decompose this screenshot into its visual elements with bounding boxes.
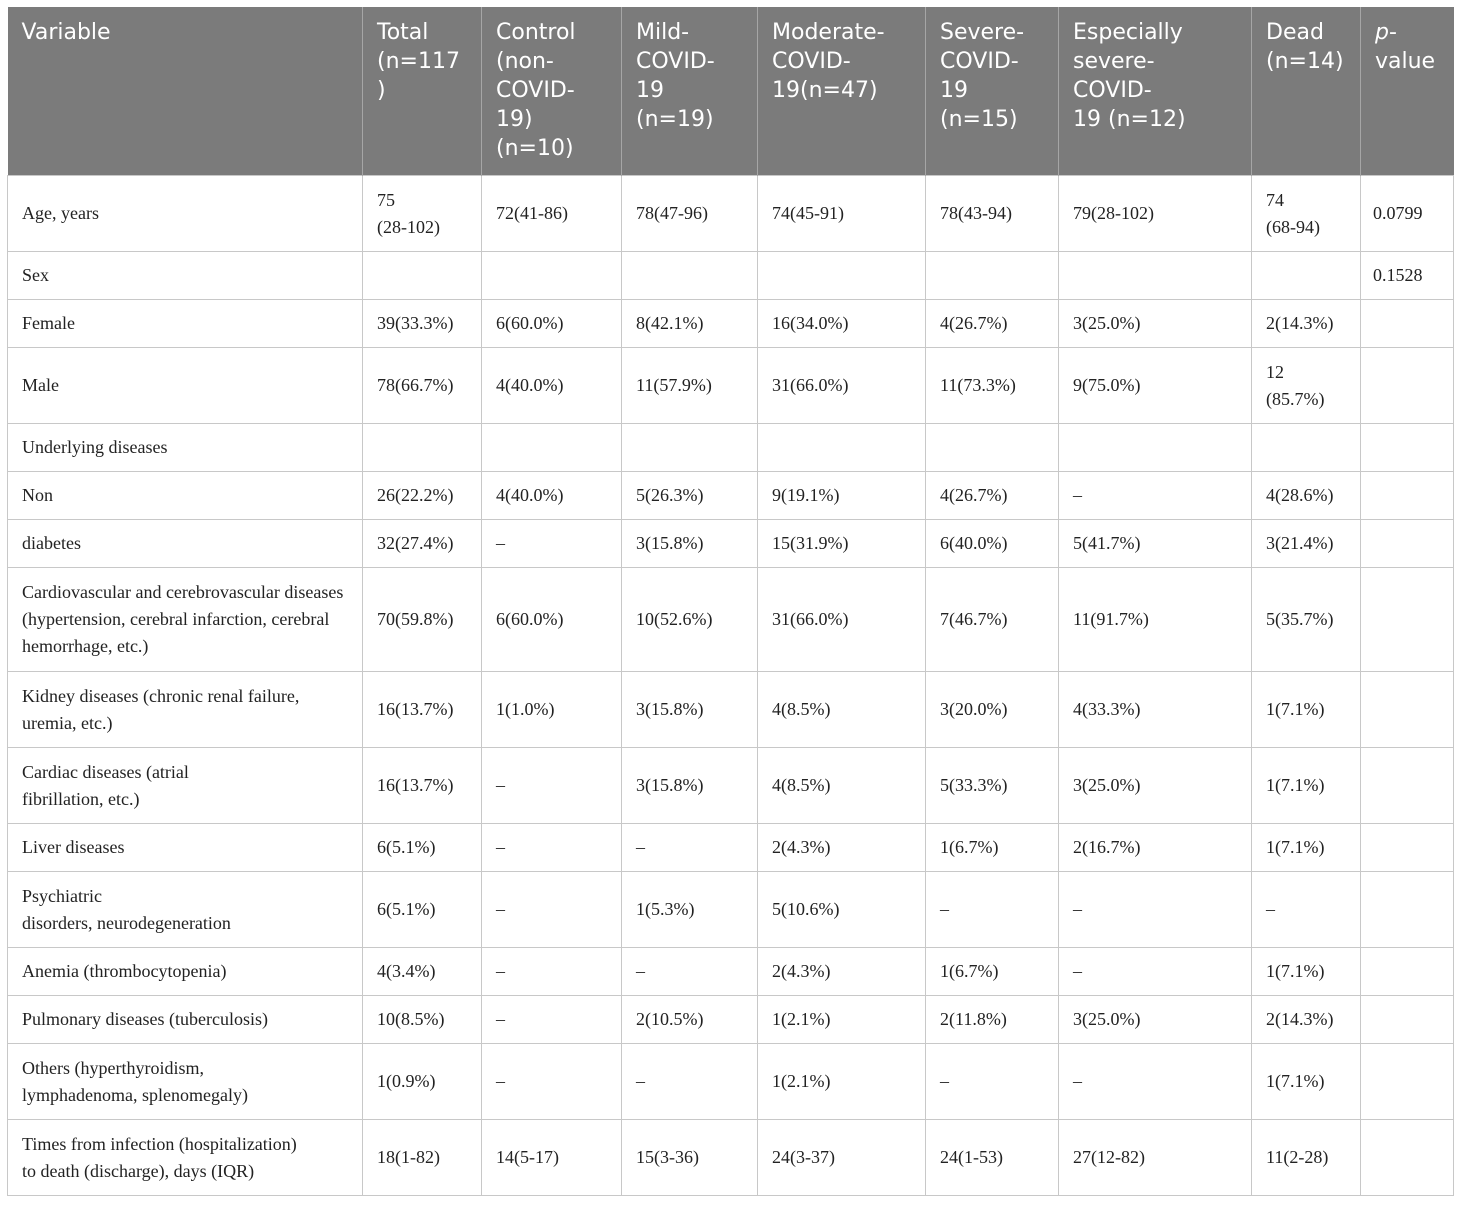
header-control: Control (non- COVID- 19) (n=10) [482, 7, 622, 176]
cell-control: 6(60.0%) [482, 300, 622, 348]
cell-variable: Kidney diseases (chronic renal failure, uremia, etc.) [8, 672, 363, 748]
cell-mild [622, 252, 758, 300]
cell-especially-severe: – [1059, 948, 1252, 996]
cell-dead: – [1252, 872, 1361, 948]
cell-severe: 2(11.8%) [926, 996, 1059, 1044]
cell-dead: 1(7.1%) [1252, 748, 1361, 824]
cell-p-value [1361, 568, 1454, 672]
cell-moderate: 2(4.3%) [758, 948, 926, 996]
cell-dead: 5(35.7%) [1252, 568, 1361, 672]
cell-p-value [1361, 672, 1454, 748]
cell-variable: Sex [8, 252, 363, 300]
cell-moderate: 31(66.0%) [758, 348, 926, 424]
cell-severe: 1(6.7%) [926, 824, 1059, 872]
cell-mild: – [622, 1044, 758, 1120]
cell-severe: 7(46.7%) [926, 568, 1059, 672]
cell-mild: 11(57.9%) [622, 348, 758, 424]
cell-variable: Age, years [8, 176, 363, 252]
table-row [8, 824, 1454, 872]
table-row [8, 176, 1454, 252]
cell-dead [1252, 424, 1361, 472]
cell-p-value: 0.1528 [1361, 252, 1454, 300]
cell-control: 1(1.0%) [482, 672, 622, 748]
cell-variable: Anemia (thrombocytopenia) [8, 948, 363, 996]
cell-total: 6(5.1%) [363, 872, 482, 948]
cell-p-value: 0.0799 [1361, 176, 1454, 252]
header-row [8, 7, 1454, 176]
table-row [8, 252, 1454, 300]
cell-moderate: 4(8.5%) [758, 672, 926, 748]
header-total: Total (n=117) [363, 7, 482, 176]
cell-severe [926, 252, 1059, 300]
cell-total: 10(8.5%) [363, 996, 482, 1044]
cell-mild: 1(5.3%) [622, 872, 758, 948]
cell-total: 70(59.8%) [363, 568, 482, 672]
table-row [8, 748, 1454, 824]
cell-mild: – [622, 948, 758, 996]
cell-p-value [1361, 748, 1454, 824]
table-row [8, 348, 1454, 424]
cell-especially-severe: 2(16.7%) [1059, 824, 1252, 872]
cell-dead: 1(7.1%) [1252, 948, 1361, 996]
cell-moderate: 31(66.0%) [758, 568, 926, 672]
cell-dead: 1(7.1%) [1252, 824, 1361, 872]
cell-dead: 12 (85.7%) [1252, 348, 1361, 424]
cell-total: 16(13.7%) [363, 748, 482, 824]
cell-dead: 2(14.3%) [1252, 996, 1361, 1044]
header-mild: Mild- COVID- 19 (n=19) [622, 7, 758, 176]
cell-severe: 11(73.3%) [926, 348, 1059, 424]
table-row [8, 948, 1454, 996]
cell-dead: 1(7.1%) [1252, 672, 1361, 748]
table-row [8, 300, 1454, 348]
cell-especially-severe [1059, 252, 1252, 300]
table-row [8, 424, 1454, 472]
cell-total: 39(33.3%) [363, 300, 482, 348]
cell-total: 6(5.1%) [363, 824, 482, 872]
cell-variable: Cardiovascular and cerebrovascular diseases (hypertension, cerebral infarction, cerebral hemorrhage, etc.) [8, 568, 363, 672]
cell-control: – [482, 748, 622, 824]
cell-dead: 74 (68-94) [1252, 176, 1361, 252]
header-severe: Severe- COVID- 19 (n=15) [926, 7, 1059, 176]
cell-control: 4(40.0%) [482, 472, 622, 520]
cell-especially-severe: 3(25.0%) [1059, 748, 1252, 824]
data-table [7, 7, 1454, 1196]
cell-control: 6(60.0%) [482, 568, 622, 672]
cell-moderate: 1(2.1%) [758, 1044, 926, 1120]
cell-moderate: 5(10.6%) [758, 872, 926, 948]
cell-severe: 1(6.7%) [926, 948, 1059, 996]
cell-variable: Others (hyperthyroidism, lymphadenoma, splenomegaly) [8, 1044, 363, 1120]
cell-moderate: 16(34.0%) [758, 300, 926, 348]
cell-p-value [1361, 300, 1454, 348]
cell-total: 4(3.4%) [363, 948, 482, 996]
cell-total: 1(0.9%) [363, 1044, 482, 1120]
cell-p-value [1361, 472, 1454, 520]
cell-mild: 2(10.5%) [622, 996, 758, 1044]
cell-severe: – [926, 1044, 1059, 1120]
cell-moderate: 1(2.1%) [758, 996, 926, 1044]
cell-especially-severe: 9(75.0%) [1059, 348, 1252, 424]
header-p-value: p- value [1361, 7, 1454, 176]
table-row [8, 520, 1454, 568]
cell-especially-severe [1059, 424, 1252, 472]
cell-severe: 4(26.7%) [926, 300, 1059, 348]
cell-control: – [482, 520, 622, 568]
cell-variable: Liver diseases [8, 824, 363, 872]
cell-especially-severe: 11(91.7%) [1059, 568, 1252, 672]
cell-mild: 15(3-36) [622, 1120, 758, 1196]
cell-variable: Times from infection (hospitalization) to death (discharge), days (IQR) [8, 1120, 363, 1196]
cell-moderate [758, 424, 926, 472]
cell-especially-severe: 79(28-102) [1059, 176, 1252, 252]
cell-variable: Non [8, 472, 363, 520]
cell-dead: 3(21.4%) [1252, 520, 1361, 568]
cell-especially-severe: – [1059, 472, 1252, 520]
cell-severe: 4(26.7%) [926, 472, 1059, 520]
cell-severe: 6(40.0%) [926, 520, 1059, 568]
cell-moderate: 9(19.1%) [758, 472, 926, 520]
header-moderate: Moderate- COVID- 19(n=47) [758, 7, 926, 176]
cell-total: 75 (28-102) [363, 176, 482, 252]
cell-mild: 10(52.6%) [622, 568, 758, 672]
cell-mild: – [622, 824, 758, 872]
cell-total: 16(13.7%) [363, 672, 482, 748]
header-variable: Variable [8, 7, 363, 176]
table-row [8, 672, 1454, 748]
cell-control: – [482, 872, 622, 948]
cell-total [363, 424, 482, 472]
cell-variable: diabetes [8, 520, 363, 568]
cell-variable: Cardiac diseases (atrial fibrillation, etc.) [8, 748, 363, 824]
table-row [8, 996, 1454, 1044]
cell-variable: Female [8, 300, 363, 348]
table-row [8, 568, 1454, 672]
cell-dead: 1(7.1%) [1252, 1044, 1361, 1120]
header-especially-severe: Especially severe- COVID- 19 (n=12) [1059, 7, 1252, 176]
cell-total [363, 252, 482, 300]
cell-total: 26(22.2%) [363, 472, 482, 520]
cell-mild: 3(15.8%) [622, 520, 758, 568]
cell-p-value [1361, 948, 1454, 996]
cell-severe: 3(20.0%) [926, 672, 1059, 748]
cell-p-value [1361, 1044, 1454, 1120]
cell-mild: 3(15.8%) [622, 672, 758, 748]
cell-mild: 78(47-96) [622, 176, 758, 252]
cell-variable: Pulmonary diseases (tuberculosis) [8, 996, 363, 1044]
cell-moderate: 24(3-37) [758, 1120, 926, 1196]
cell-control: 4(40.0%) [482, 348, 622, 424]
cell-dead [1252, 252, 1361, 300]
cell-total: 78(66.7%) [363, 348, 482, 424]
cell-control: – [482, 1044, 622, 1120]
cell-mild: 8(42.1%) [622, 300, 758, 348]
cell-control: 14(5-17) [482, 1120, 622, 1196]
cell-severe: 24(1-53) [926, 1120, 1059, 1196]
cell-especially-severe: 3(25.0%) [1059, 300, 1252, 348]
cell-especially-severe: 4(33.3%) [1059, 672, 1252, 748]
cell-severe: 78(43-94) [926, 176, 1059, 252]
cell-mild: 5(26.3%) [622, 472, 758, 520]
cell-mild: 3(15.8%) [622, 748, 758, 824]
header-dead: Dead (n=14) [1252, 7, 1361, 176]
table-row [8, 472, 1454, 520]
cell-especially-severe: 27(12-82) [1059, 1120, 1252, 1196]
cell-variable: Psychiatric disorders, neurodegeneration [8, 872, 363, 948]
cell-severe [926, 424, 1059, 472]
cell-total: 18(1-82) [363, 1120, 482, 1196]
cell-moderate: 15(31.9%) [758, 520, 926, 568]
cell-mild [622, 424, 758, 472]
cell-total: 32(27.4%) [363, 520, 482, 568]
cell-especially-severe: – [1059, 1044, 1252, 1120]
cell-p-value [1361, 824, 1454, 872]
cell-p-value [1361, 872, 1454, 948]
cell-p-value [1361, 424, 1454, 472]
cell-variable: Underlying diseases [8, 424, 363, 472]
cell-especially-severe: 3(25.0%) [1059, 996, 1252, 1044]
cell-moderate: 2(4.3%) [758, 824, 926, 872]
table-body [8, 176, 1454, 1196]
table-row [8, 1044, 1454, 1120]
cell-severe: 5(33.3%) [926, 748, 1059, 824]
cell-p-value [1361, 348, 1454, 424]
cell-especially-severe: 5(41.7%) [1059, 520, 1252, 568]
cell-control: – [482, 996, 622, 1044]
cell-p-value [1361, 996, 1454, 1044]
cell-dead: 11(2-28) [1252, 1120, 1361, 1196]
cell-control: – [482, 824, 622, 872]
cell-control [482, 424, 622, 472]
cell-dead: 4(28.6%) [1252, 472, 1361, 520]
cell-p-value [1361, 1120, 1454, 1196]
cell-moderate: 4(8.5%) [758, 748, 926, 824]
cell-especially-severe: – [1059, 872, 1252, 948]
cell-control: 72(41-86) [482, 176, 622, 252]
table-row [8, 1120, 1454, 1196]
cell-control [482, 252, 622, 300]
cell-variable: Male [8, 348, 363, 424]
cell-p-value [1361, 520, 1454, 568]
cell-dead: 2(14.3%) [1252, 300, 1361, 348]
cell-moderate [758, 252, 926, 300]
cell-moderate: 74(45-91) [758, 176, 926, 252]
cell-control: – [482, 948, 622, 996]
cell-severe: – [926, 872, 1059, 948]
table-row [8, 872, 1454, 948]
